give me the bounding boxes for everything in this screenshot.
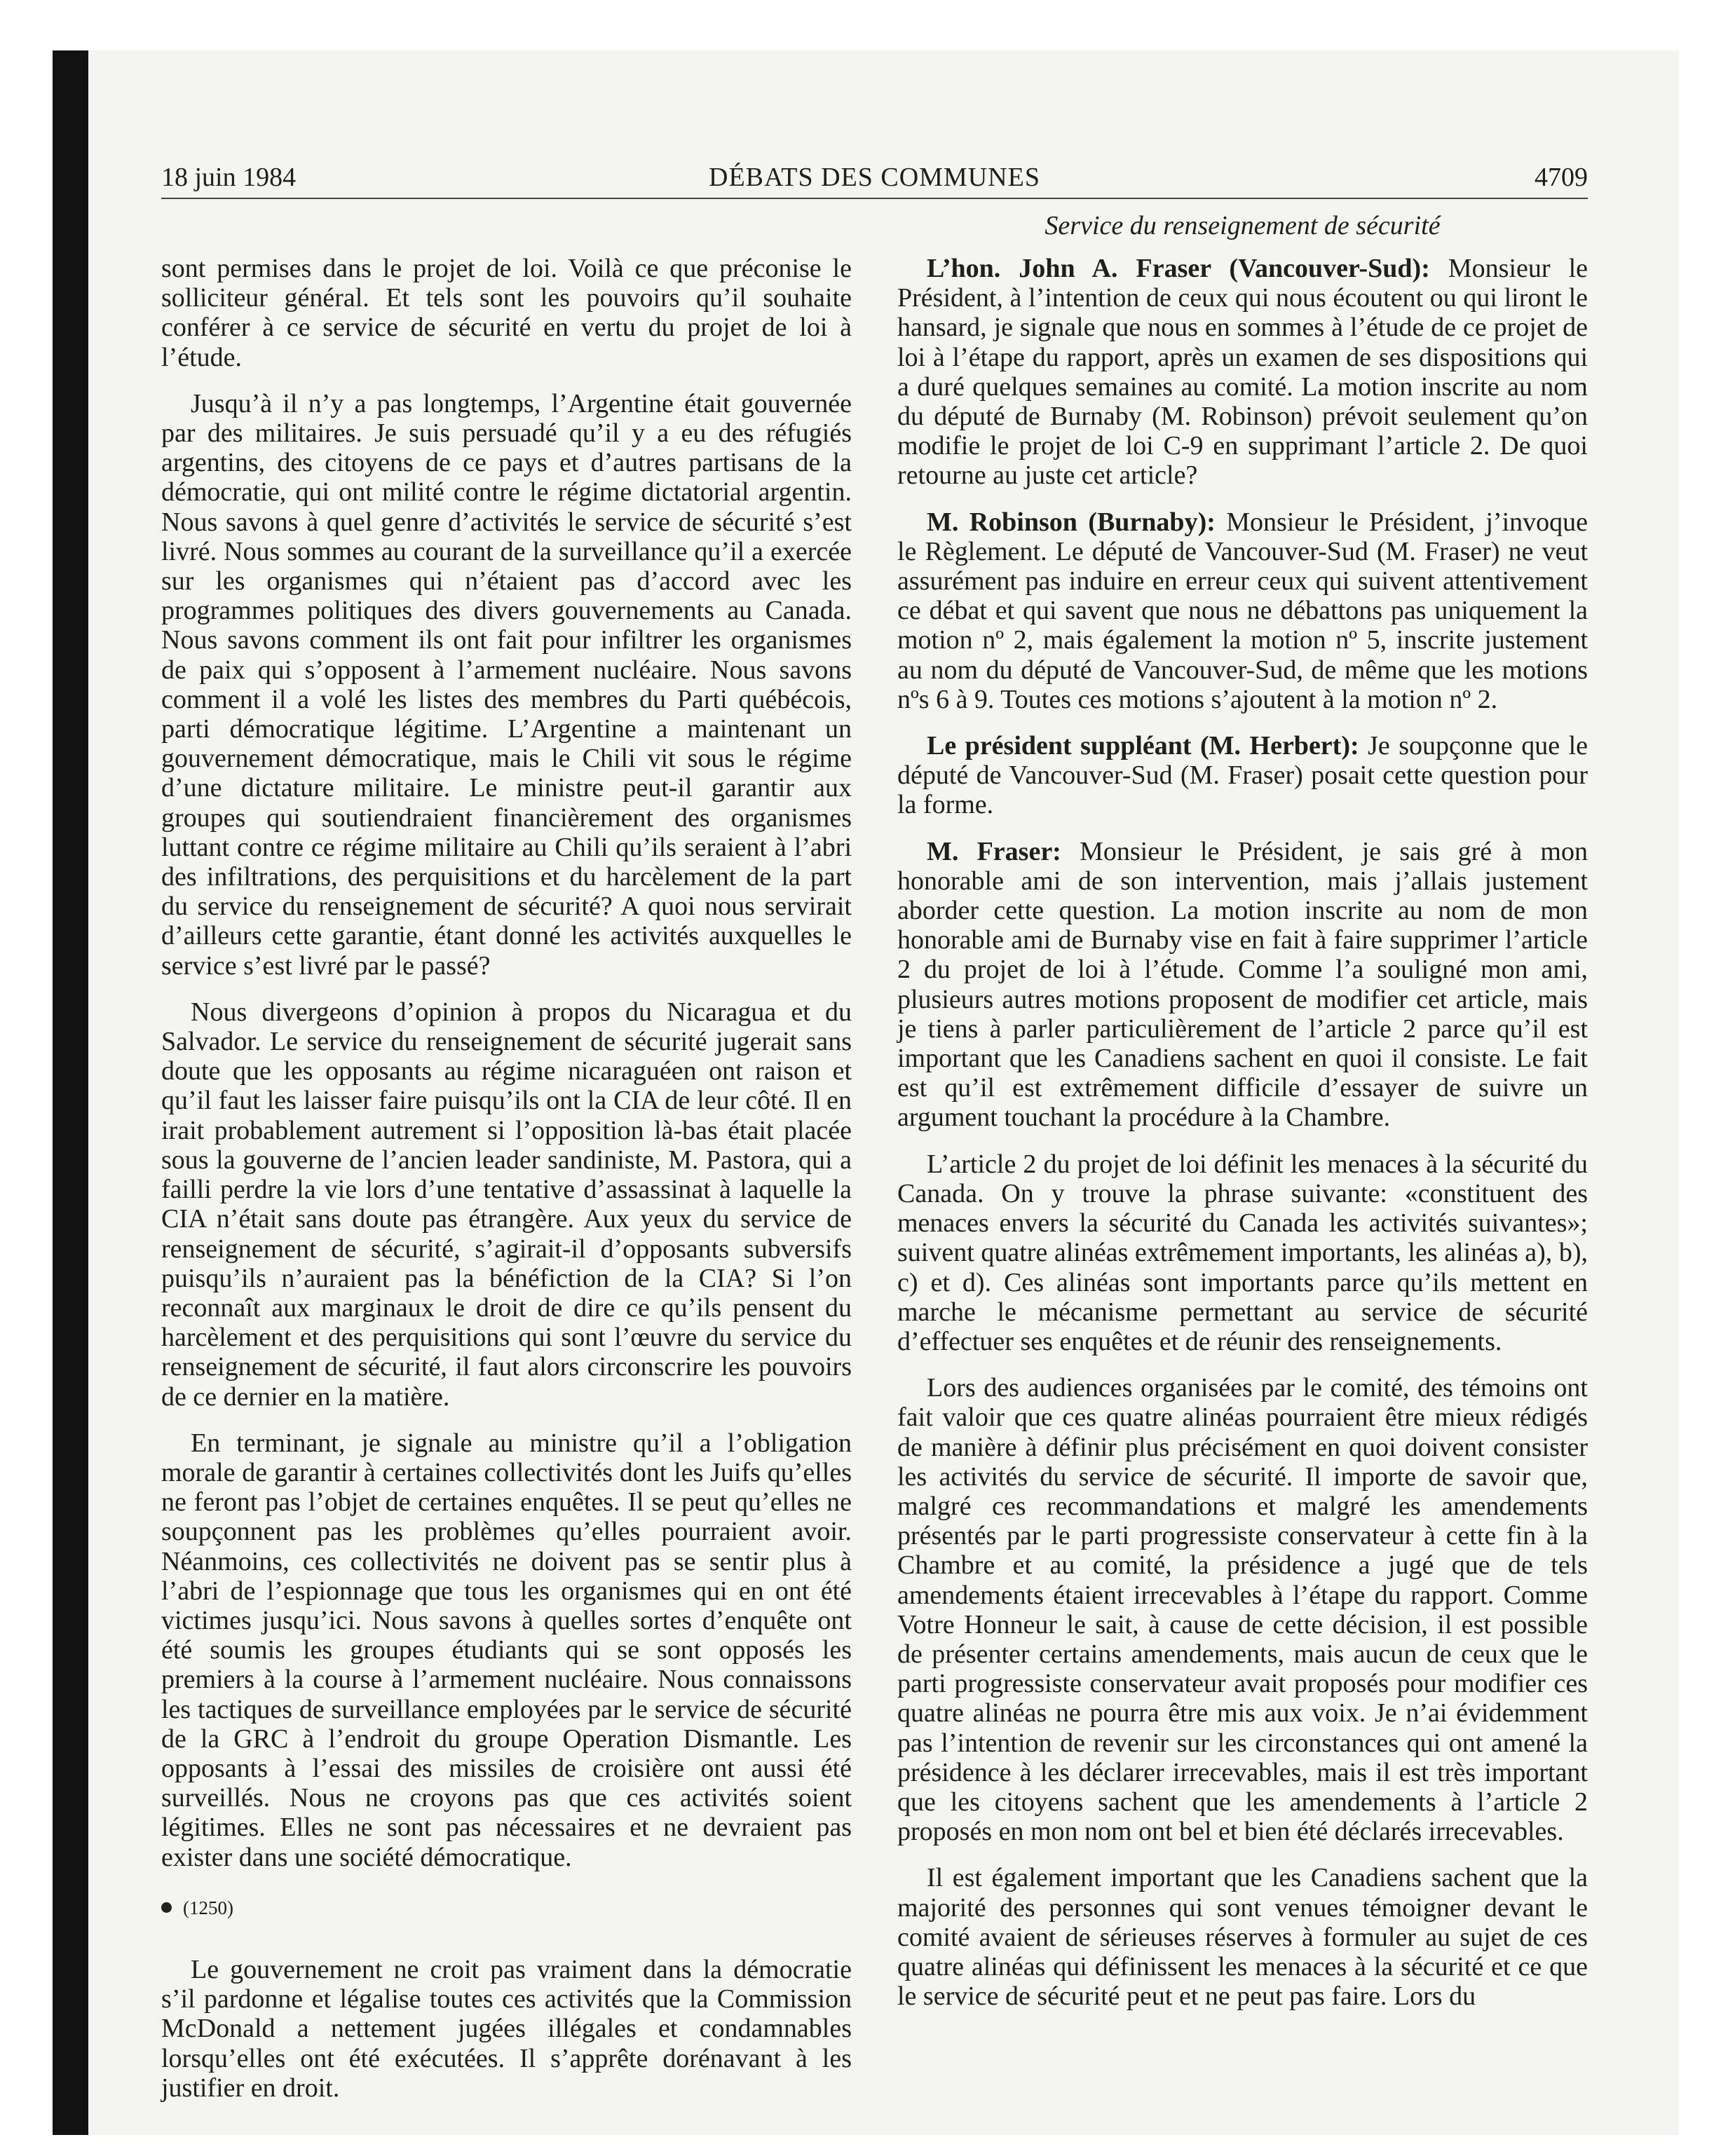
right-column (897, 210, 1588, 2028)
speech (897, 837, 1588, 1133)
paragraph: En terminant, je signale au ministre qu’il a l’obligation morale de garantir à certaines collectivités dont les Juifs qu’elles ne feront pas l’objet de certaines enquêtes. Il se peut qu’elles ne soupçonnent pas les problèmes qu’elles pourraient avoir. Néanmoins, ces collectivités ne doivent pas se sentir plus à l’abri de l’espionnage que tous les organismes qui en ont été victimes jusqu’ici. Nous savons à quelles sortes d’enquête ont été soumis les groupes étudiants qui se sont opposés les premiers à la course à l’armement nucléaire. Nous connaissons les tactiques de surveillance employées par le service de sécurité de la GRC à l’endroit du groupe Operation Dismantle. Les opposants à l’essai des missiles de croisière ont aussi été surveillés. Nous ne croyons pas que ces activités soient légitimes. Elles ne sont pas nécessaires et ne devraient pas exister dans une société démocratique. (161, 1428, 852, 1872)
speaker-name: M. Fraser: (927, 836, 1061, 866)
timestamp-marker (161, 1893, 852, 1923)
paragraph: Jusqu’à il n’y a pas longtemps, l’Argentine était gouvernée par des militaires. Je suis persuadé qu’il y a eu des réfugiés argentins, des citoyens de ce pays et d’autres partisans de la démocratie, qui ont milité contre le régime dictatorial argentin. Nous savons à quel genre d’activités le service de sécurité s’est livré. Nous sommes au courant de la surveillance qu’il a exercée sur les organismes qui n’étaient pas d’accord avec les programmes politiques des divers gouvernements au Canada. Nous savons comment ils ont fait pour infiltrer les organismes de paix qui s’opposent à l’armement nucléaire. Nous savons comment il a volé les listes des membres du Parti québécois, parti démocratique légitime. L’Argentine a maintenant un gouvernement démocratique, mais le Chili vit sous le régime d’une dictature militaire. Le ministre peut-il garantir aux groupes qui soutiendraient financièrement des organismes luttant contre ce régime militaire au Chili qu’ils seraient à l’abri des infiltrations, des perquisitions et du harcèlement de la part du service du renseignement de sécurité? A quoi nous servirait d’ailleurs cette garantie, étant donné les activités auxquelles le service s’est livré par le passé? (161, 388, 852, 981)
header-date: 18 juin 1984 (161, 163, 297, 192)
paragraph: Lors des audiences organisées par le comité, des témoins ont fait valoir que ces quatre alinéas pourraient être mieux rédigés de manière à définir plus précisément en quoi doivent consister les activités du service de sécurité. Il importe de savoir que, malgré ces recommandations et malgré les amendements présentés par le parti progressiste conservateur à cette fin à la Chambre et au comité, la présidence a jugé que de tels amendements étaient irrecevables à l’étape du rapport. Comme Votre Honneur le sait, à cause de cette décision, il est possible de présenter certains amendements, mais aucun de ceux que le parti progressiste conservateur avait proposés pour modifier ces quatre alinéas ne pourra être mis aux voix. Je n’ai évidemment pas l’intention de revenir sur les circonstances qui ont amené la présidence à les déclarer irrecevables, mais il est très important que les citoyens sachent que les amendements à l’article 2 proposés en mon nom ont bel et bien été déclarés irrecevables. (897, 1373, 1588, 1847)
paragraph: Il est également important que les Canadiens sachent que la majorité des personnes qui sont venues témoigner devant le comité avaient de sérieuses réserves à formuler au sujet de ces quatre alinéas qui définissent les menaces à la sécurité et ce que le service de sécurité peut et ne peut pas faire. Lors du (897, 1863, 1588, 2012)
speech (897, 507, 1588, 714)
section-title: Service du renseignement de sécurité (1045, 211, 1441, 240)
speech-text: Monsieur le Président, je sais gré à mon honorable ami de son intervention, mais j’allais justement aborder cette question. La motion inscrite au nom de mon honorable ami de Burnaby vise en fait à faire supprimer l’article 2 du projet de loi à l’étude. Comme l’a souligné mon ami, plusieurs autres motions proposent de modifier cet article, mais je tiens à parler particulièrement de l’article 2 parce qu’il est important que les Canadiens sachent en quoi il consiste. Le fait est qu’il est extrêmement difficile d’essayer de suivre un argument touchant la procédure à la Chambre. (897, 836, 1588, 1133)
speech (897, 731, 1588, 820)
speech-text: Monsieur le Président, à l’intention de ceux qui nous écoutent ou qui liront le hansard, je signale que nous en sommes à l’étude de ce projet de loi à l’étape du rapport, après un examen de ses dispositions qui a duré quelques semaines au comité. La motion inscrite au nom du député de Burnaby (M. Robinson) prévoit seulement qu’on modifie le projet de loi C-9 en supprimant l’article 2. De quoi retourne au juste cet article? (897, 254, 1588, 491)
speaker-name: M. Robinson (Burnaby): (927, 507, 1216, 537)
header-title: DÉBATS DES COMMUNES (709, 163, 1040, 192)
timestamp: (1250) (183, 1897, 233, 1918)
speaker-name: Le président suppléant (M. Herbert): (927, 731, 1359, 761)
running-header (161, 160, 1588, 199)
paragraph: L’article 2 du projet de loi définit les menaces à la sécurité du Canada. On y trouve la phrase suivante: «constituent des menaces envers la sécurité du Canada les activités suivantes»; suivent quatre alinéas extrêmement importants, les alinéas a), b), c) et d). Ces alinéas sont importants parce qu’ils mettent en marche le mécanisme permettant au service de sécurité d’effectuer ses enquêtes et de réunir des renseignements. (897, 1149, 1588, 1356)
binding-edge (53, 50, 88, 2135)
paragraph: Nous divergeons d’opinion à propos du Nicaragua et du Salvador. Le service du renseignement de sécurité jugerait sans doute que les opposants au régime nicaraguéen ont raison et qu’il faut les laisser faire puisqu’ils ont la CIA de leur côté. Il en irait probablement autrement si l’opposition là-bas était placée sous la gouverne de l’ancien leader sandiniste, M. Pastora, qui a failli perdre la vie lors d’une tentative d’assassinat à laquelle la CIA n’était sans doute pas étrangère. Aux yeux du service de renseignement de sécurité, s’agirait-il d’opposants subversifs puisqu’ils n’auraient pas la bénéfiction de la CIA? Si l’on reconnaît aux marginaux le droit de dire ce qu’ils pensent du harcèlement et des perquisitions qui sont l’œuvre du service du renseignement de sécurité, il faut alors circonscrire les pouvoirs de ce dernier en la matière. (161, 997, 852, 1412)
bullet-icon (161, 1902, 172, 1913)
speech (897, 254, 1588, 491)
paragraph: Le gouvernement ne croit pas vraiment dans la démocratie s’il pardonne et légalise toutes ces activités que la Commission McDonald a nettement jugées illégales et condamnables lorsqu’elles ont été exécutées. Il s’apprête dorénavant à les justifier en droit. (161, 1954, 852, 2103)
left-column (161, 254, 852, 2120)
speech-text: Je soupçonne que le député de Vancouver-Sud (M. Fraser) posait cette question pour la forme. (897, 731, 1588, 820)
page-number: 4709 (1535, 163, 1588, 192)
speaker-name: L’hon. John A. Fraser (Vancouver-Sud): (927, 254, 1430, 283)
paragraph: sont permises dans le projet de loi. Voilà ce que préconise le solliciteur général. Et tels sont les pouvoirs qu’il souhaite conférer à ce service de sécurité en vertu du projet de loi à l’étude. (161, 254, 852, 372)
speech-text: Monsieur le Président, j’invoque le Règlement. Le député de Vancouver-Sud (M. Fraser) ne veut assurément pas induire en erreur ceux qui suivent attentivement ce débat et qui savent que nous ne débattons pas uniquement la motion nº 2, mais également la motion nº 5, inscrite justement au nom du député de Vancouver-Sud, de même que les motions nºs 6 à 9. Toutes ces motions s’ajoutent à la motion nº 2. (897, 507, 1588, 714)
